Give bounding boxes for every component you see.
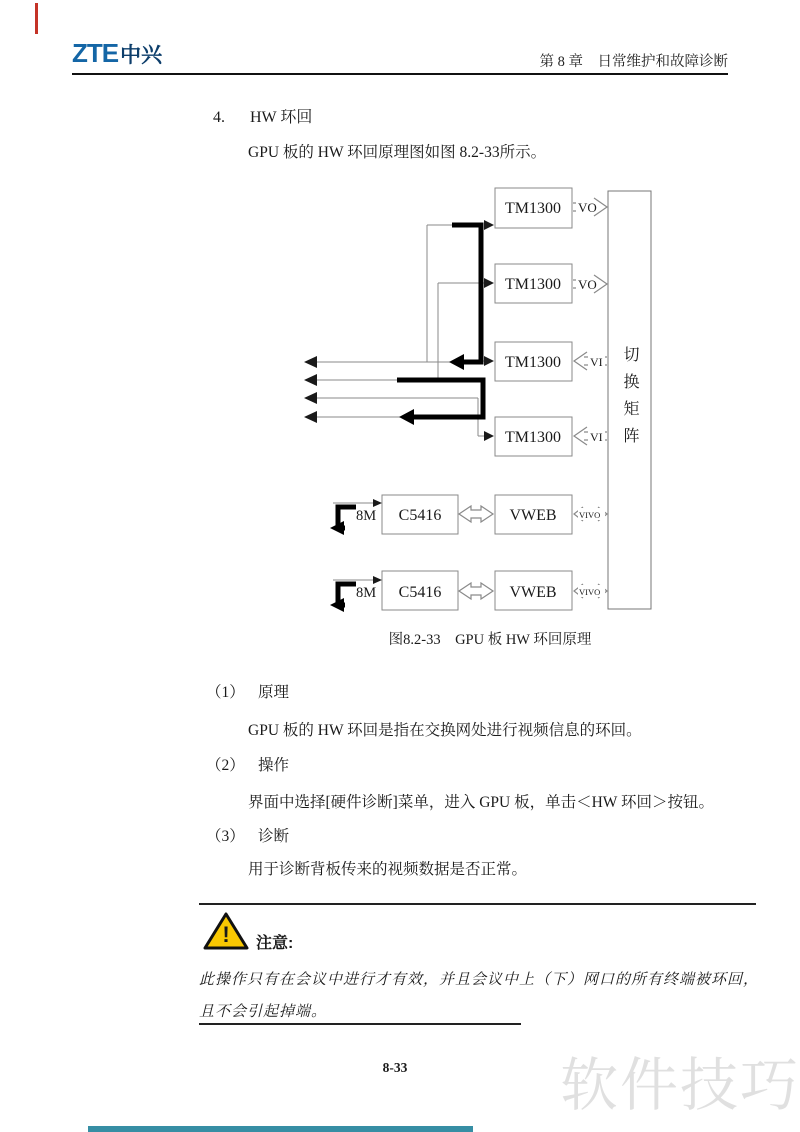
c5416-label-1: C5416 xyxy=(398,507,442,524)
scan-artifact-red-line xyxy=(35,3,38,34)
item-2-number: （2） xyxy=(206,757,245,774)
header-rule xyxy=(72,73,728,75)
vweb-label-1: VWEB xyxy=(509,507,557,524)
note-bottom-rule xyxy=(199,1023,521,1025)
figure-caption: 图8.2-33 GPU 板 HW 环回原理 xyxy=(388,632,592,648)
item-2-title: 操作 xyxy=(258,757,290,774)
vo-arrows xyxy=(573,198,607,598)
section-title: HW 环回 xyxy=(250,109,313,126)
vweb-label-2: VWEB xyxy=(509,584,557,601)
tm1300-label-3: TM1300 xyxy=(505,354,561,371)
item-3-number: （3） xyxy=(206,828,245,845)
vi-label-2: VI xyxy=(590,430,603,444)
list-item-2 xyxy=(206,753,289,775)
8m-label-1: 8M xyxy=(356,508,377,524)
chapter-header: 第 8 章 日常维护和故障诊断 xyxy=(539,54,728,70)
watermark: 软件技巧 xyxy=(560,1053,800,1118)
tm1300-label-4: TM1300 xyxy=(505,429,561,446)
section-number: 4. xyxy=(213,109,225,126)
switch-matrix-label-wrap xyxy=(608,191,651,609)
page-number: 8-33 xyxy=(382,1060,408,1075)
item-2-body: 界面中选择[硬件诊断]菜单，进入 GPU 板，单击＜HW 环回＞按钮。 xyxy=(248,794,715,811)
note-text-line-2: 且不会引起掉端。 xyxy=(199,1004,328,1020)
list-item-1 xyxy=(206,680,289,702)
warning-triangle-icon xyxy=(203,911,249,951)
item-3-title: 诊断 xyxy=(258,828,290,845)
item-1-number: （1） xyxy=(206,684,245,701)
vivo-label-2: VIVO xyxy=(579,587,601,597)
vo-label-2: VO xyxy=(578,277,597,292)
scan-artifact-teal-bar xyxy=(88,1126,473,1132)
note-top-rule xyxy=(199,903,756,905)
tm1300-label-2: TM1300 xyxy=(505,276,561,293)
label-backgrounds xyxy=(576,200,605,597)
switch-matrix-label: 切换矩阵 xyxy=(621,346,638,454)
note-text-line-1: 此操作只有在会议中进行才有效，并且会议中上（下）网口的所有终端被环回， xyxy=(199,972,760,988)
note-label: 注意: xyxy=(256,935,294,952)
vi-label-1: VI xyxy=(590,355,603,369)
section-heading xyxy=(213,104,312,127)
item-1-title: 原理 xyxy=(258,684,290,701)
item-3-body: 用于诊断背板传来的视频数据是否正常。 xyxy=(248,861,528,878)
8m-label-2: 8M xyxy=(356,585,377,601)
zte-logo-text: ZTE xyxy=(72,38,119,68)
zte-logo xyxy=(72,38,162,69)
c5416-label-2: C5416 xyxy=(398,584,442,601)
item-1-body: GPU 板的 HW 环回是指在交换网处进行视频信息的环回。 xyxy=(248,722,642,739)
warning-exclamation: ! xyxy=(222,922,230,947)
list-item-3 xyxy=(206,824,289,846)
intro-paragraph: GPU 板的 HW 环回原理图如图 8.2-33所示。 xyxy=(248,144,547,161)
double-arrows xyxy=(459,506,493,599)
vivo-label-1: VIVO xyxy=(579,510,601,520)
tm1300-label-1: TM1300 xyxy=(505,200,561,217)
vo-label-1: VO xyxy=(578,200,597,215)
zte-logo-cn-text: 中兴 xyxy=(120,44,163,67)
